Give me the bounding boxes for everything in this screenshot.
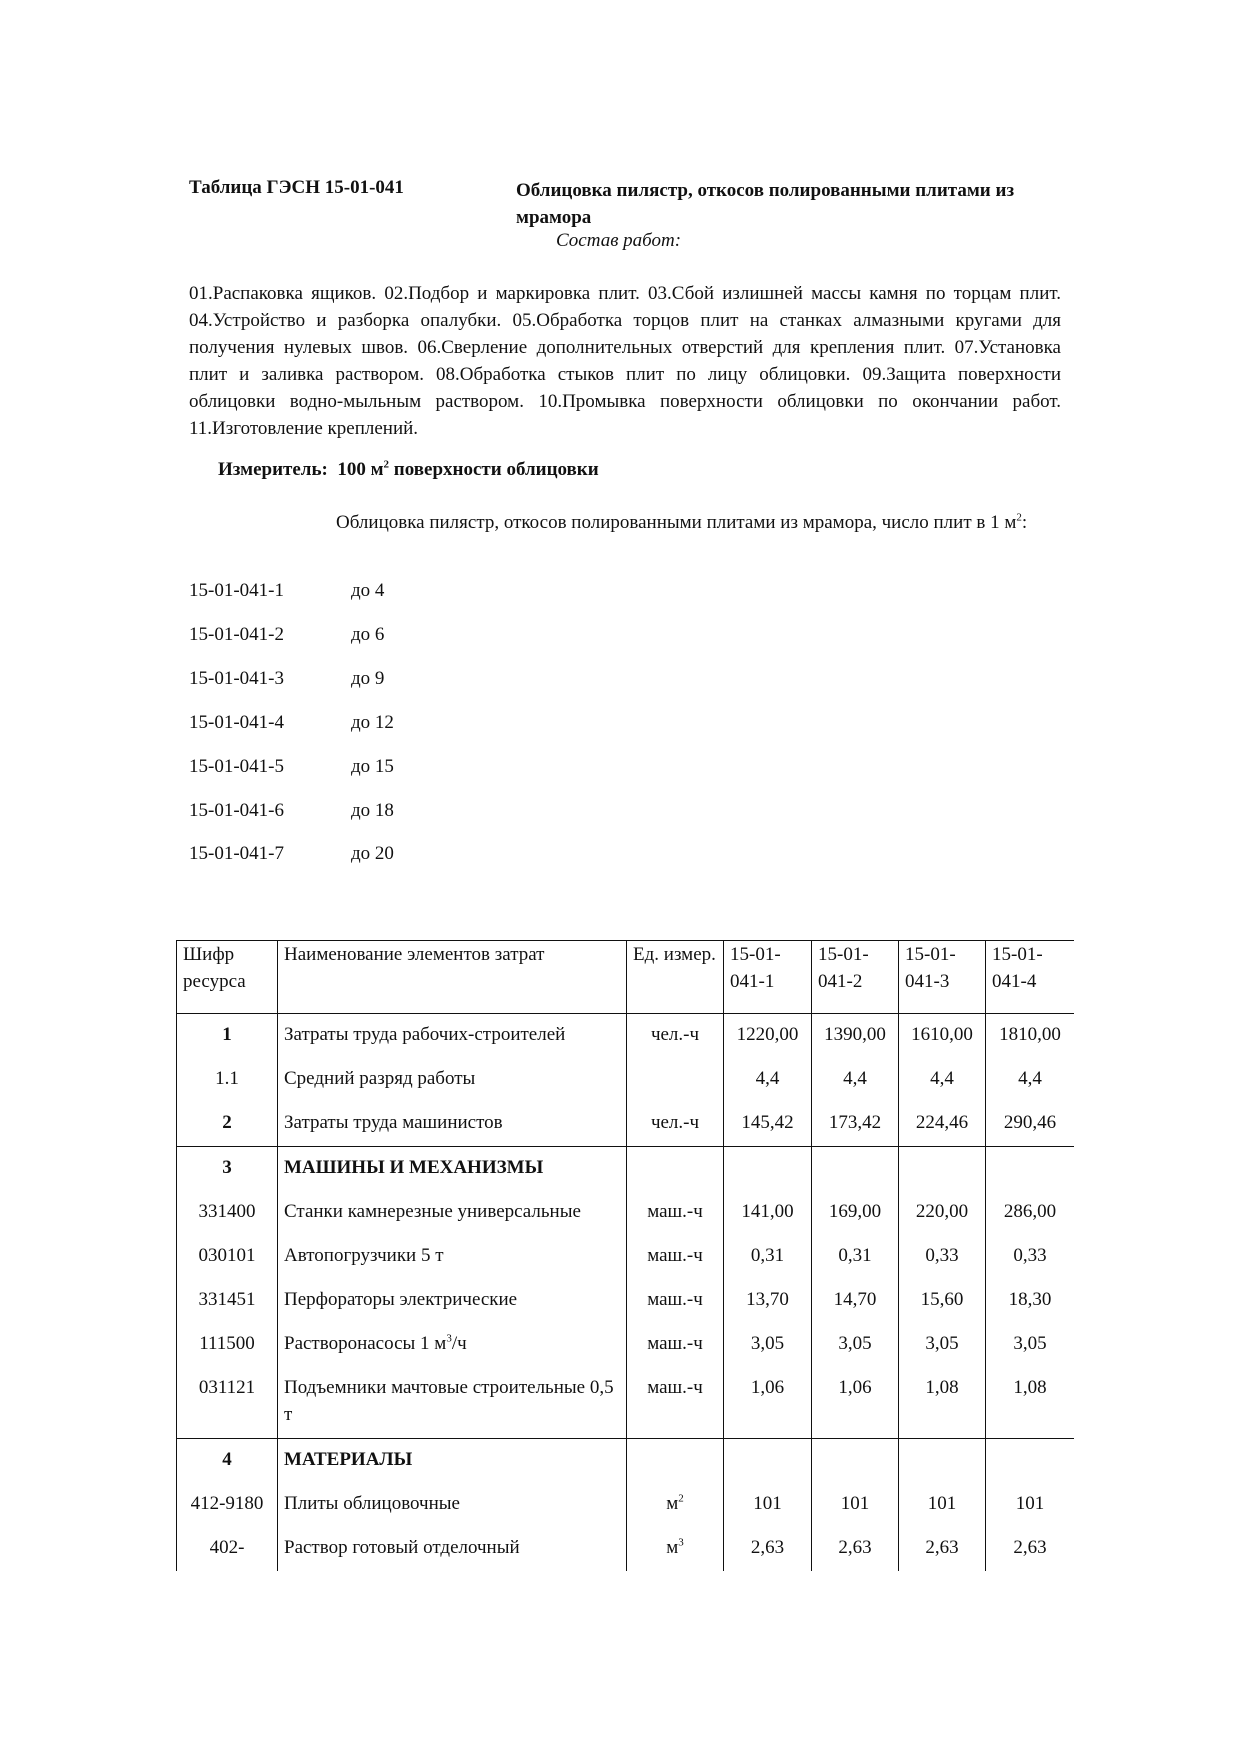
table-row xyxy=(177,1323,1075,1367)
section-code: 4 xyxy=(177,1439,278,1484)
header-col-4: 15-01-041-4 xyxy=(986,941,1075,1014)
row-value-3: 1,08 xyxy=(899,1367,986,1439)
row-value-4: 101 xyxy=(986,1483,1075,1527)
page-title: Облицовка пилястр, откосов полированными плитами из мрамора xyxy=(516,180,1015,228)
row-value-4: 286,00 xyxy=(986,1191,1075,1235)
row-value-3: 101 xyxy=(899,1483,986,1527)
row-code: 1.1 xyxy=(177,1058,278,1102)
row-name: Затраты труда машинистов xyxy=(278,1102,627,1147)
row-code: 402- xyxy=(177,1527,278,1571)
table-row xyxy=(177,1102,1075,1147)
row-name: Средний разряд работы xyxy=(278,1058,627,1102)
row-unit: $м^2$ xyxy=(627,1483,724,1527)
row-value-3: 224,46 xyxy=(899,1102,986,1147)
row-name: Станки камнерезные универсальные xyxy=(278,1191,627,1235)
table-row xyxy=(177,1235,1075,1279)
table-header-row xyxy=(177,941,1075,1014)
variant-code: 15-01-041-1 xyxy=(189,580,284,601)
row-value-3: 4,4 xyxy=(899,1058,986,1102)
row-name: Плиты облицовочные xyxy=(278,1483,627,1527)
work-description: 01.Распаковка ящиков. 02.Подбор и маркировка плит. 03.Сбой излишней массы камня по торцам плит. 04.Устройство и разборка опалубки. 05.Обработка торцов плит на станках алмазными кругами для получения нулевых швов. 06.Сверление дополнительных отверстий для крепления плит. 07.Установка плит и заливка раствором. 08.Обработка стыков плит по лицу облицовки. 09.Защита поверхности облицовки водно-мыльным раствором. 10.Промывка поверхности облицовки по окончании работ. 11.Изготовление креплений. xyxy=(189,283,1061,439)
row-value-2: 101 xyxy=(812,1483,899,1527)
header-col-1: 15-01-041-1 xyxy=(724,941,812,1014)
row-value-2: 1390,00 xyxy=(812,1014,899,1059)
header-unit: Ед. измер. xyxy=(627,941,724,1014)
table-section-row xyxy=(177,1147,1075,1192)
table-row xyxy=(177,1367,1075,1439)
section-title: МАТЕРИАЛЫ xyxy=(278,1439,627,1484)
row-unit: маш.-ч xyxy=(627,1367,724,1439)
measure-value: 100 $м^2$ поверхности облицовки xyxy=(337,458,599,480)
variants-intro: Облицовка пилястр, откосов полированными плитами из мрамора, число плит в 1 $м^2$: xyxy=(336,511,1028,533)
row-name: Автопогрузчики 5 т xyxy=(278,1235,627,1279)
row-name: Затраты труда рабочих-строителей xyxy=(278,1014,627,1059)
variant-row xyxy=(189,712,589,742)
row-value-4: 3,05 xyxy=(986,1323,1075,1367)
row-unit: маш.-ч xyxy=(627,1323,724,1367)
row-value-1: 141,00 xyxy=(724,1191,812,1235)
row-value-3: 0,33 xyxy=(899,1235,986,1279)
row-name: Раствор готовый отделочный xyxy=(278,1527,627,1571)
row-code: 331451 xyxy=(177,1279,278,1323)
table-section-row xyxy=(177,1439,1075,1484)
row-value-4: 4,4 xyxy=(986,1058,1075,1102)
variant-row xyxy=(189,624,589,654)
row-name: Подъемники мачтовые строительные 0,5 т xyxy=(278,1367,627,1439)
row-value-2: 169,00 xyxy=(812,1191,899,1235)
row-value-1: 4,4 xyxy=(724,1058,812,1102)
row-unit: маш.-ч xyxy=(627,1279,724,1323)
row-value-2: 1,06 xyxy=(812,1367,899,1439)
variant-value: до 20 xyxy=(351,843,394,864)
row-value-3: 1610,00 xyxy=(899,1014,986,1059)
variant-code: 15-01-041-4 xyxy=(189,712,284,733)
row-value-1: 2,63 xyxy=(724,1527,812,1571)
header-col-3: 15-01-041-3 xyxy=(899,941,986,1014)
row-value-2: 4,4 xyxy=(812,1058,899,1102)
row-name: Растворонасосы 1 $м^3/ч$ xyxy=(278,1323,627,1367)
row-unit: чел.-ч xyxy=(627,1014,724,1059)
variant-code: 15-01-041-6 xyxy=(189,800,284,821)
table-id: Таблица ГЭСН 15-01-041 xyxy=(189,177,404,198)
variant-row xyxy=(189,668,589,698)
variant-code: 15-01-041-2 xyxy=(189,624,284,645)
row-value-1: 0,31 xyxy=(724,1235,812,1279)
table-row xyxy=(177,1058,1075,1102)
row-code: 1 xyxy=(177,1014,278,1059)
work-composition-label: Состав работ: xyxy=(556,230,682,251)
variant-value: до 12 xyxy=(351,712,394,733)
row-value-1: 145,42 xyxy=(724,1102,812,1147)
resource-table-container xyxy=(176,940,1074,1610)
table-row xyxy=(177,1527,1075,1571)
row-unit: $м^3$ xyxy=(627,1527,724,1571)
row-value-2: 0,31 xyxy=(812,1235,899,1279)
table-row xyxy=(177,1279,1075,1323)
variant-row xyxy=(189,580,589,610)
variant-row xyxy=(189,800,589,830)
variant-row xyxy=(189,756,589,786)
row-value-3: 15,60 xyxy=(899,1279,986,1323)
row-value-3: 3,05 xyxy=(899,1323,986,1367)
row-value-4: 0,33 xyxy=(986,1235,1075,1279)
variant-value: до 18 xyxy=(351,800,394,821)
row-value-1: 3,05 xyxy=(724,1323,812,1367)
row-unit: маш.-ч xyxy=(627,1191,724,1235)
table-row xyxy=(177,1014,1075,1059)
row-value-3: 220,00 xyxy=(899,1191,986,1235)
row-value-1: 1,06 xyxy=(724,1367,812,1439)
table-row xyxy=(177,1483,1075,1527)
row-value-4: 2,63 xyxy=(986,1527,1075,1571)
row-unit: чел.-ч xyxy=(627,1102,724,1147)
row-value-1: 13,70 xyxy=(724,1279,812,1323)
section-title: МАШИНЫ И МЕХАНИЗМЫ xyxy=(278,1147,627,1192)
row-value-4: 290,46 xyxy=(986,1102,1075,1147)
variant-row xyxy=(189,843,589,873)
row-value-4: 1,08 xyxy=(986,1367,1075,1439)
row-code: 331400 xyxy=(177,1191,278,1235)
row-value-2: 2,63 xyxy=(812,1527,899,1571)
row-value-3: 2,63 xyxy=(899,1527,986,1571)
measure-label: Измеритель: xyxy=(218,459,328,480)
variant-value: до 6 xyxy=(351,624,385,645)
resource-table xyxy=(176,940,1074,1571)
row-value-2: 3,05 xyxy=(812,1323,899,1367)
row-code: 2 xyxy=(177,1102,278,1147)
row-code: 030101 xyxy=(177,1235,278,1279)
variant-value: до 9 xyxy=(351,668,385,689)
header-code: Шифр ресурса xyxy=(177,941,278,1014)
variant-code: 15-01-041-3 xyxy=(189,668,284,689)
row-value-4: 18,30 xyxy=(986,1279,1075,1323)
variant-value: до 4 xyxy=(351,580,385,601)
variant-code: 15-01-041-7 xyxy=(189,843,284,864)
section-code: 3 xyxy=(177,1147,278,1192)
row-code: 412-9180 xyxy=(177,1483,278,1527)
row-unit: маш.-ч xyxy=(627,1235,724,1279)
row-unit xyxy=(627,1058,724,1102)
row-value-1: 101 xyxy=(724,1483,812,1527)
row-value-2: 14,70 xyxy=(812,1279,899,1323)
row-value-4: 1810,00 xyxy=(986,1014,1075,1059)
row-value-2: 173,42 xyxy=(812,1102,899,1147)
row-value-1: 1220,00 xyxy=(724,1014,812,1059)
variant-code: 15-01-041-5 xyxy=(189,756,284,777)
table-row xyxy=(177,1191,1075,1235)
row-code: 031121 xyxy=(177,1367,278,1439)
row-name: Перфораторы электрические xyxy=(278,1279,627,1323)
header-name: Наименование элементов затрат xyxy=(278,941,627,1014)
measure-line xyxy=(218,459,599,481)
row-code: 111500 xyxy=(177,1323,278,1367)
variant-value: до 15 xyxy=(351,756,394,777)
header-col-2: 15-01-041-2 xyxy=(812,941,899,1014)
